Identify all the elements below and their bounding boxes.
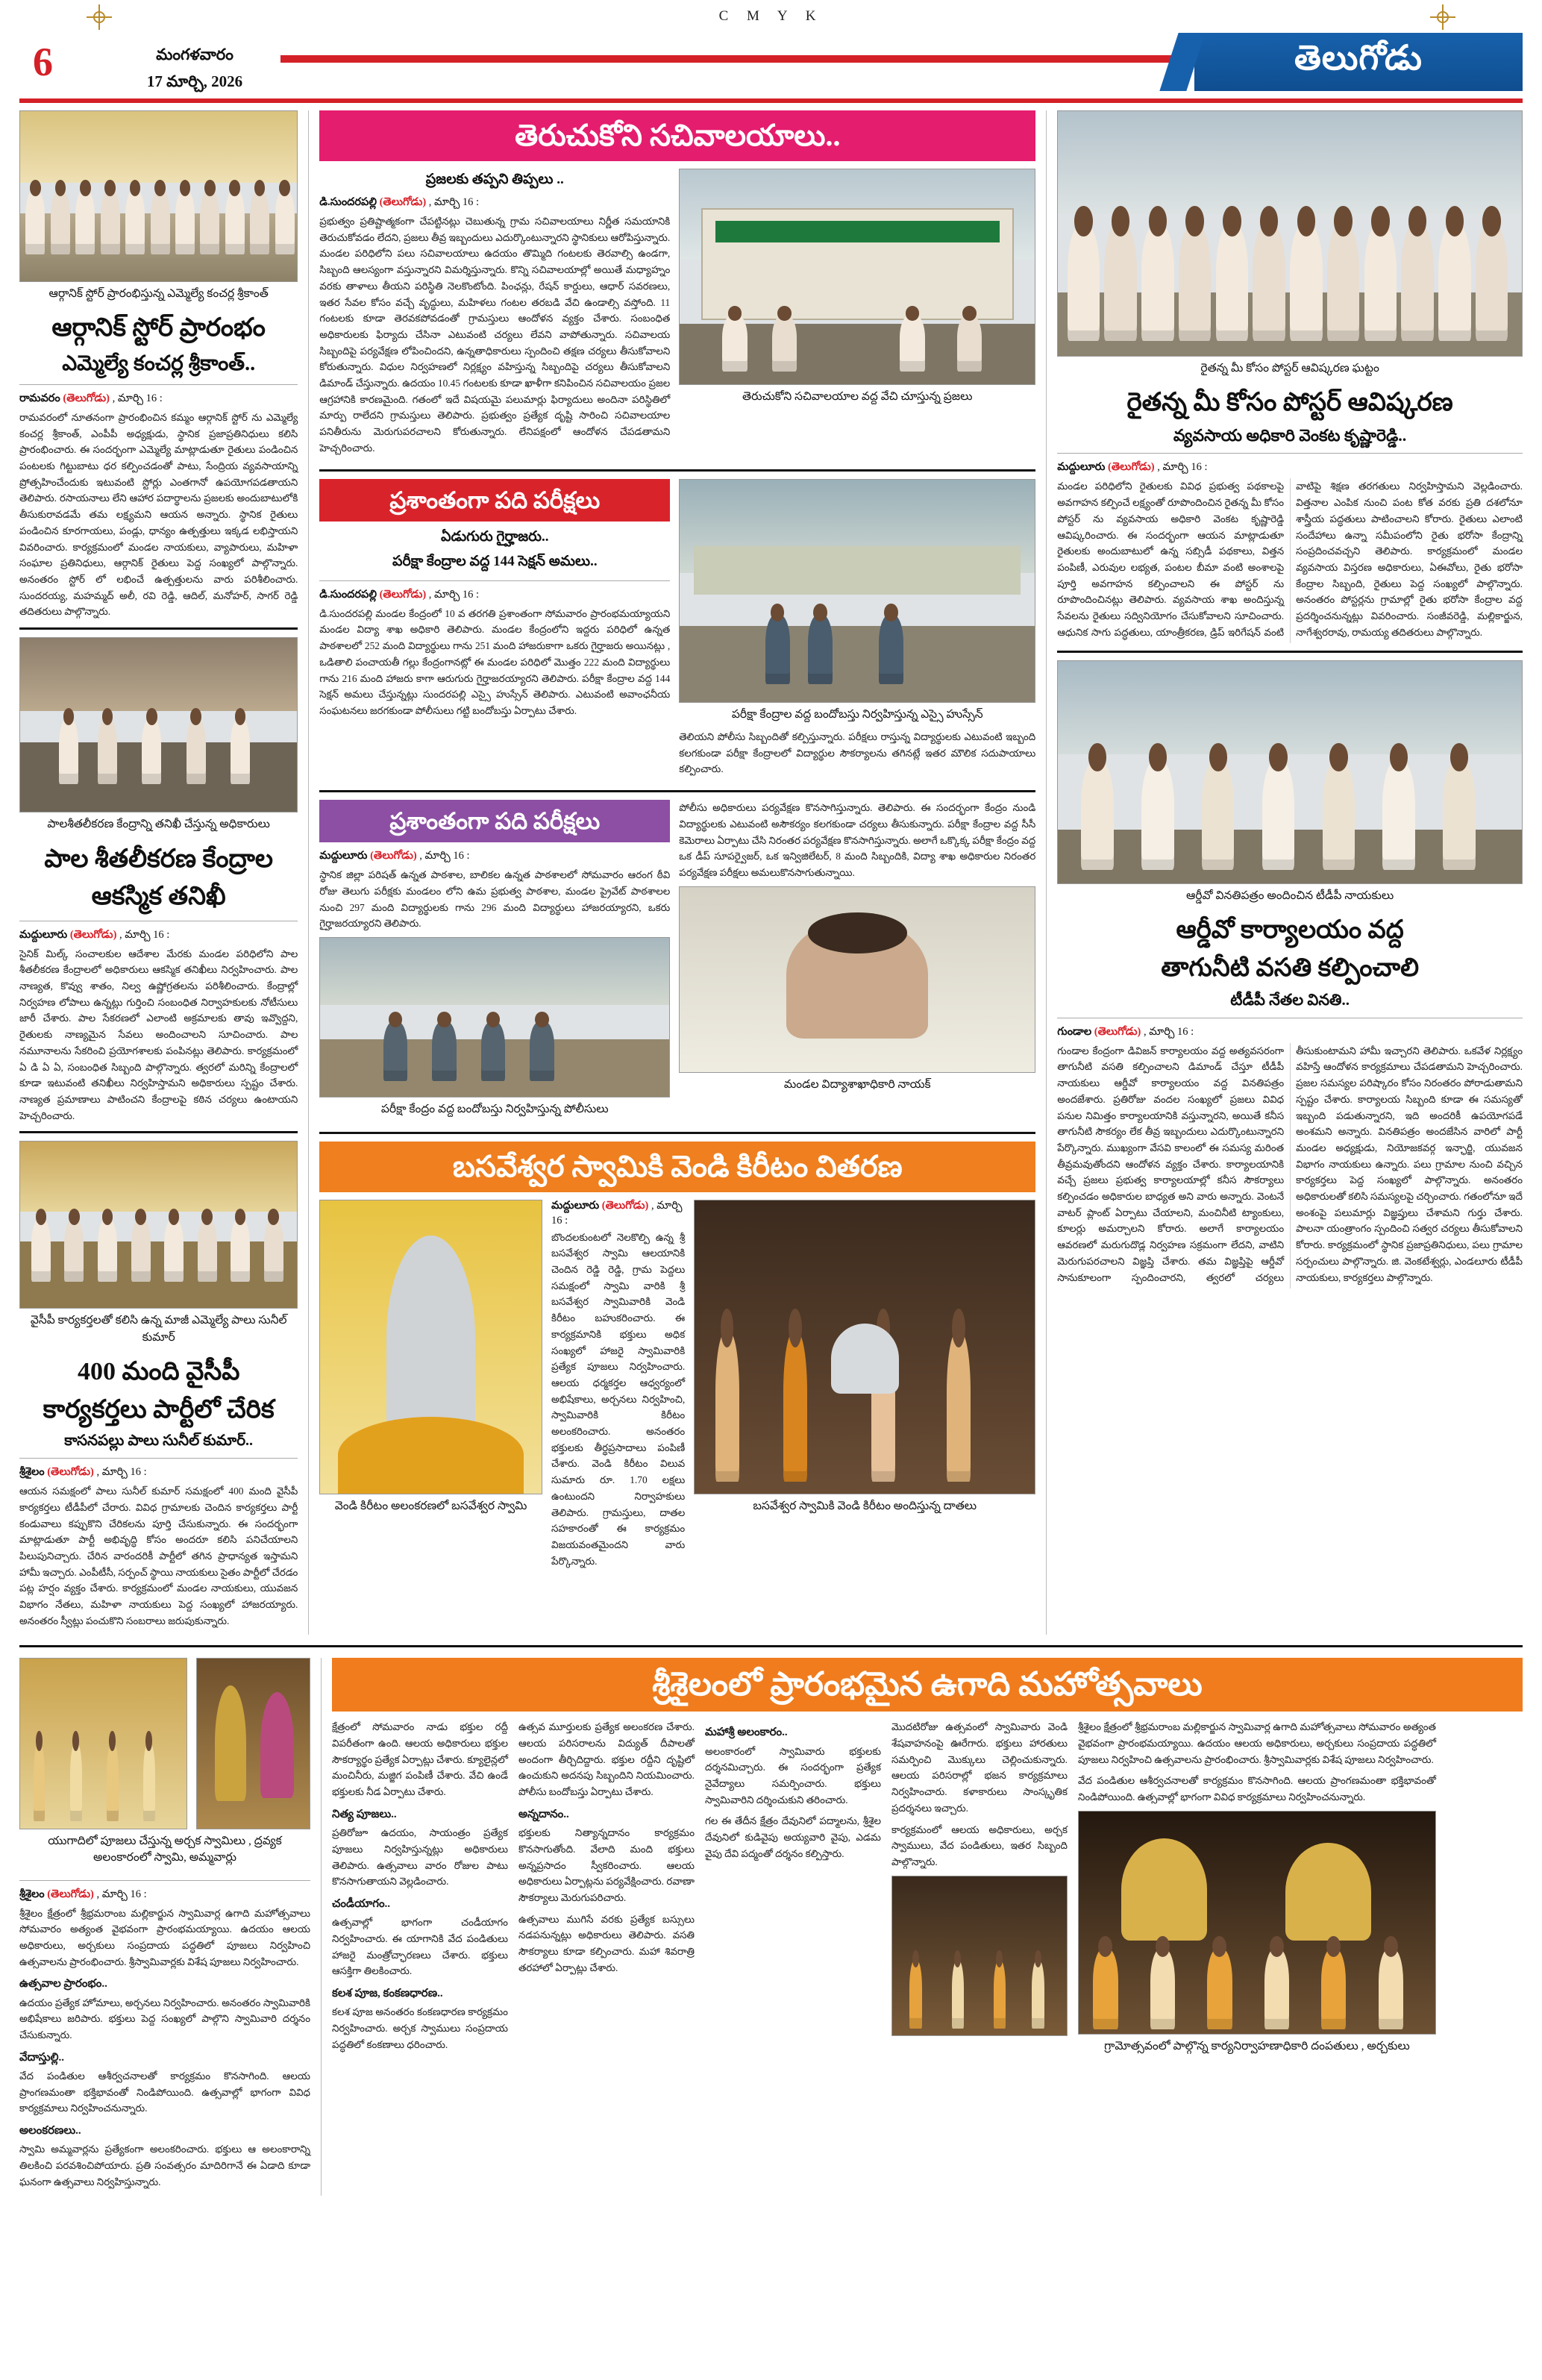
article-paragraph: శ్రీశైలం క్షేత్రంలో శ్రీభ్రమరాంబ మల్లికార్జున స్వామివార్ల ఉగాది మహోత్సవాలు సోమవారం అత్యంత వైభవంగా ప్రారంభమయ్యాయి. ఉదయం ఆలయ అధికారులు, అర్చకులు సంప్రదాయ పద్ధతిలో పూజలు నిర్వహించి ఉత్సవాలను ప్రారంభించారు. శ్రీస్వామివార్లకు విశేష పూజలు నిర్వహించారు. (19, 1907, 310, 1967)
dateline-rest: , మార్చి 16 : (1143, 1025, 1194, 1038)
article-paragraph: శ్రీశైలం క్షేత్రంలో శ్రీభ్రమరాంబ మల్లికార్జున స్వామివార్ల ఉగాది మహోత్సవాలు సోమవారం అత్యంత వైభవంగా ప్రారంభమయ్యాయి. ఉదయం ఆలయ అధికారులు, అర్చకులు సంప్రదాయ పద్ధతిలో పూజలు నిర్వహించి ఉత్సవాలను ప్రారంభించారు. శ్రీస్వామివార్లకు విశేష పూజలు నిర్వహించారు. (1077, 1721, 1436, 1765)
cmyk-indicator: C M Y K (718, 8, 824, 24)
article-body (705, 1723, 881, 1861)
dateline-place: డి.సుందరపల్లి (319, 588, 377, 601)
bottom-section (19, 1658, 1523, 2196)
article-paragraph: ఉత్సవాలు ముగిసే వరకు ప్రత్యేక బస్సులు నడపనున్నట్లు అధికారులు తెలిపారు. వసతి సౌకర్యాలు కూడా కల్పించారు. మహా శివరాత్రి తరహాలో ఏర్పాట్లు చేశారు. (518, 1913, 695, 1973)
photo-image-deities (196, 1658, 310, 1829)
photo-caption: ఆర్గానిక్ స్టోర్ ప్రారంభిస్తున్న ఎమ్మెల్యే కంచర్ల శ్రీకాంత్ (48, 287, 269, 300)
article-body (1057, 478, 1523, 643)
photo-rdo-petition (1057, 660, 1523, 910)
article-body (319, 867, 670, 932)
masthead-rule (280, 33, 1194, 91)
dateline-tag: (తెలుగోడు) (63, 392, 110, 404)
banner-basaveshwara: బసవేశ్వర స్వామికి వెండి కిరీటం వితరణ (319, 1142, 1035, 1192)
dateline (1057, 1026, 1523, 1041)
masthead-brand (1194, 33, 1523, 91)
dateline-place: మద్దులూరు (319, 850, 368, 862)
article-paragraph: మొదటిరోజు ఉత్సవంలో స్వామివారు వెండి శేషవాహనంపై ఊరేగారు. భక్తులు హారతులు సమర్పించి మొక్కులు చెల్లించుకున్నారు. ఆలయ పరిసరాల్లో భజన కార్యక్రమాలు నిర్వహించారు. కళాకారులు సాంస్కృతిక ప్రదర్శనలు ఇచ్చారు. (891, 1721, 1068, 1814)
dateline (319, 589, 670, 604)
dateline-place: రామవరం (19, 392, 60, 404)
article-body (518, 1719, 695, 1976)
article-body (319, 213, 670, 457)
dateline-tag: (తెలుగోడు) (370, 850, 417, 862)
photo-caption: మండల విద్యాశాఖాధికారి నాయక్ (783, 1077, 931, 1091)
photo-image-procession-left (891, 1876, 1068, 2036)
article-paragraph: కార్యక్రమంలో ఆలయ అధికారులు, అర్చక స్వాములు, వేద పండితులు, ఇతర సిబ్బంది పాల్గొన్నారు. (891, 1823, 1068, 1867)
photo-image (19, 1141, 298, 1309)
banner-exams-2: ప్రశాంతంగా పది పరీక్షలు (319, 800, 670, 842)
subheadline-organic-store: ఎమ్మెల్యే కంచర్ల శ్రీకాంత్.. (62, 351, 256, 375)
article-paragraph: ఉత్సవ మూర్తులకు ప్రత్యేక అలంకరణ చేశారు. ఆలయ పరిసరాలను విద్యుత్ దీపాలతో అందంగా తీర్చిదిద్దారు. భక్తుల రద్దీని దృష్టిలో ఉంచుకుని అదనపు సిబ్బందిని నియమించారు. పోలీసు బందోబస్తు ఏర్పాటు చేశారు. (518, 1721, 695, 1798)
article-paragraph: పోలీసు అధికారులు పర్యవేక్షణ కొనసాగిస్తున్నారు. తెలిపారు. ఈ సందర్భంగా కేంద్రం నుండి విద్యార్థులకు ఎటువంటి అసౌకర్యం కలగకుండా చర్యలు తీసుకున్నారు. పరీక్షా కేంద్రాల వద్ద సీసీ కెమెరాలు ఏర్పాటు చేసి నిరంతర పర్యవేక్షణ కొనసాగిస్తున్నారు. అలాగే ఒక్కొక్క పరీక్షా కేంద్రం వద్ద ఒక డీప్ సూపర్వైజర్, ఒక ఇన్విజిలేటర్, 8 మంది సిబ్బందికి, విద్యా శాఖ అధికారుల నిరంతర పర్యవేక్షణ పరీక్షలు అమలుకొనసాగుతున్నాయి. (679, 802, 1036, 878)
srisailam-col-2 (518, 1719, 695, 2061)
masthead-date (109, 33, 280, 91)
photo-poster-release (1057, 110, 1523, 383)
headline-rdo-2: తాగునీటి వసతి కల్పించాలి (1161, 953, 1420, 982)
dateline (319, 196, 670, 211)
brand-title: తెలుగోడు (1294, 38, 1423, 77)
dateline-rest: , మార్చి 16 : (428, 588, 480, 601)
article-body (332, 1719, 508, 2052)
registration-mark-left (87, 4, 112, 30)
photo-caption: గ్రామోత్సవంలో పాల్గొన్న కార్యనిర్వాహణాధికారి దంపతులు , అర్చకులు (1104, 2039, 1410, 2052)
bottom-left-photos (19, 1658, 310, 2196)
bottom-photo-pair (19, 1658, 310, 1829)
subheading: కలశ పూజ, కంకణధారణ.. (331, 1988, 443, 2000)
masthead-separator (19, 98, 1523, 103)
article-body (319, 606, 670, 719)
article-paragraph: భక్తులకు నిత్యాన్నదానం కార్యక్రమం కొనసాగుతోంది. వేలాది మంది భక్తులు అన్నప్రసాదం స్వీకరించారు. ఆలయ అధికారులు ఏర్పాట్లను పర్యవేక్షించారు. రవాణా సౌకర్యాలు మెరుగుపరిచారు. (518, 1827, 695, 1903)
srisailam-col-4 (891, 1719, 1068, 2061)
dateline (19, 929, 298, 944)
date-label: 17 మార్చి, 2026 (146, 72, 243, 90)
secretariat-article (319, 169, 1035, 462)
dateline-tag: (తెలుగోడు) (47, 1888, 94, 1900)
column-divider-2 (1046, 110, 1047, 1635)
article-paragraph: క్షేత్రంలో సోమవారం నాడు భక్తుల రద్దీ విపరీతంగా ఉంది. ఆలయ అధికారులు భక్తుల సౌకర్యార్థం ప్రత్యేక ఏర్పాట్లు చేశారు. క్యూలైన్లలో మంచినీరు, మజ్జిగ పంపిణీ చేశారు. వేచి ఉండే భక్తులకు నీడ ఏర్పాటు చేశారు. (331, 1721, 508, 1798)
photo-caption: వైసీపీ కార్యకర్తలతో కలిసి ఉన్న మాజీ ఎమ్మెల్యే పాలు సునీల్ కుమార్ (30, 1314, 287, 1344)
subheading: చండీయాగం.. (331, 1898, 391, 1910)
dateline-tag: (తెలుగోడు) (47, 1466, 94, 1479)
bottom-columns (19, 1658, 1523, 2196)
subheading: నిత్య పూజలు.. (331, 1808, 397, 1820)
article-paragraph: రామవరంలో నూతనంగా ప్రారంభించిన కమ్మం ఆర్గానిక్ స్టోర్ ను ఎమ్మెల్యే కంచర్ల శ్రీకాంత్, ఎంపీపీ అధ్యక్షుడు, స్థానిక ప్రజాప్రతినిధులు కలిసి ప్రారంభించారు. ఈ సందర్భంగా ఎమ్మెల్యే మాట్లాడుతూ రైతులు పండించిన పంటలకు గిట్టుబాటు ధర కల్పించడంతో పాటు, సేంద్రియ వ్యవసాయాన్ని ప్రోత్సహించేందుకు ఇటువంటి స్టోర్లు ఎంతగానో ఉపయోగపడతాయని తెలిపారు. రసాయనాలు లేని ఆహార పదార్థాలను ప్రజలకు అందుబాటులోకి తీసుకురావడమే తమ లక్ష్యమని ఆయన అన్నారు. స్థానిక రైతులు పండించిన కూరగాయలు, పండ్లు, ధాన్యం ఉత్పత్తులు ఇక్కడ లభిస్తాయని వివరించారు. కార్యక్రమంలో మండల నాయకులు, వ్యాపారులు, మహిళా సంఘాల ప్రతినిధులు, ఆర్గానిక్ రైతులు పెద్ద సంఖ్యలో పాల్గొన్నారు. అనంతరం స్టోర్ లో లభించే ఉత్పత్తులను వారు పరిశీలించారు. సుందరయ్య, మహమ్మద్ అలీ, రవి రెడ్డి, ఆదిల్, మనోహర్, సాగర్ రెడ్డి తదితరులు పాల్గొన్నారు. (19, 411, 298, 618)
article-paragraph: తెలియని పోలీసు సిబ్బందితో కల్పిస్తున్నారు. పరీక్షలు రాస్తున్న విద్యార్థులకు ఎటువంటి ఇబ్బంది కలగకుండా పరీక్షా కేంద్రాలలో విద్యార్థుల సౌకర్యాలను తగినట్లే ఇతర మౌలిక సదుపాయాలు కల్పించారు. (679, 731, 1036, 775)
article-body (1057, 1043, 1523, 1288)
basaveshwara-article (319, 1200, 1035, 1575)
srisailam-col-5 (1078, 1719, 1436, 2061)
banner-exams: ప్రశాంతంగా పది పరీక్షలు (319, 479, 670, 522)
subheading: మహాశ్రీ అలంకారం.. (704, 1726, 788, 1739)
photo-image-secretariat (679, 169, 1035, 385)
article-body (19, 946, 298, 1124)
photo-caption: పరీక్షా కేంద్రాల వద్ద బందోబస్తు నిర్వహిస్తున్న ఎస్సై హుస్సేన్ (731, 707, 983, 721)
photo-caption: పరీక్షా కేంద్రం వద్ద బందోబస్తు నిర్వహిస్తున్న పోలీసులు (380, 1103, 609, 1116)
photo-caption: ఆర్డీవో వినతిపత్రం అందించిన టీడీపీ నాయకులు (1186, 889, 1394, 902)
dateline (319, 850, 670, 865)
dateline-rest: , మార్చి 16 : (119, 928, 170, 941)
photo-caption: పాలశీతలీకరణ కేంద్రాన్ని తనిఖీ చేస్తున్న అధికారులు (47, 818, 270, 831)
registration-mark-right (1430, 4, 1455, 30)
headline-milk-centers-2: ఆకస్మిక తనిఖీ (91, 883, 226, 911)
article-paragraph: ఆయన సమక్షంలో పాలు సునీల్ కుమార్ సమక్షంలో 400 మంది వైసీపీ కార్యకర్తలు టీడీపీలో చేరారు. వివిధ గ్రామాలకు చెందిన కార్యకర్తలు పార్టీ కండువాలు కప్పుకొని చేరికలను పూర్తి చేసుకున్నారు. ఈ సందర్భంగా మాట్లాడుతూ పార్టీ అభివృద్ధి కోసం అందరూ కలిసి పనిచేయాలని పిలుపునిచ్చారు. చేరిన వారందరికీ పార్టీలో తగిన ప్రాధాన్యత ఇస్తామని హామీ ఇచ్చారు. ఎంపీటీసీ, సర్పంచ్ స్థాయి నాయకులు సైతం పార్టీలో చేరడం పట్ల హర్షం వ్యక్తం చేశారు. కార్యక్రమంలో మండల నాయకులు, యువజన విభాగం నేతలు, మహిళా నాయకులు పెద్ద సంఖ్యలో హాజరయ్యారు. అనంతరం స్వీట్లు పంచుకొని సంబరాలు జరుపుకున్నారు. (19, 1485, 298, 1626)
exams-text (319, 479, 670, 783)
dateline (19, 1466, 298, 1481)
photo-image (19, 637, 298, 812)
photo-image-officer (679, 886, 1035, 1073)
photo-image-procession (1078, 1811, 1436, 2035)
dateline (1057, 461, 1523, 476)
photo-image-crown-deity (319, 1200, 542, 1494)
article-paragraph: డి.సుందరపల్లి మండల కేంద్రంలో 10 వ తరగతి ప్రశాంతంగా సోమవారం ప్రారంభమయ్యాయని మండల విద్యా శాఖ అధికారి తెలిపారు. మండల కేంద్రంలోని ఇద్దరు పరిధిలో ఉన్నత పాఠశాలలో 252 మంది విద్యార్థులు గాను 251 మంది హాజరుకాగా ఒకరు గైర్హాజరు అయినట్లు , ఒడితాలి పంచాయతీ గల్లు కేంద్రంగానట్లో ఈ మండల పరిధిలో మొత్తం 222 మంది విద్యార్థులు గాను 216 మంది హాజరు కాగా ఆరుగురు గైర్హాజరయ్యారని తెలిపారు. పరీక్షా కేంద్రాల వద్ద 144 సెక్షన్ అమలు చేస్తున్నట్లు సుందరపల్లి ఎస్సై హుస్సేన్ తెలిపారు. ఎటువంటి అవాంఛనీయ సంఘటనలు జరగకుండా పోలీసులు గట్టి బందోబస్తు ఏర్పాటు చేశారు. (319, 607, 671, 716)
photo-image-puja (19, 1658, 187, 1829)
dateline-tag: (తెలుగోడు) (1108, 461, 1155, 474)
dateline-place: మద్దులూరు (19, 928, 68, 941)
article-body (891, 1719, 1068, 1870)
exams2-side (679, 800, 1035, 1124)
srisailam-col-1 (332, 1719, 508, 2061)
bottom-right (332, 1658, 1523, 2061)
dateline-tag: (తెలుగోడు) (379, 196, 427, 208)
headline-milk-centers: పాల శీతలీకరణ కేంద్రాల (44, 845, 273, 873)
banner-secretariats: తెరుచుకోని సచివాలయాలు.. (319, 110, 1035, 161)
basaveshwara-text (551, 1200, 685, 1575)
article-body (19, 1483, 298, 1629)
dateline-place: శ్రీశైలం (19, 1466, 45, 1479)
banner-srisailam: శ్రీశైలంలో ప్రారంభమైన ఉగాది మహోత్సవాలు (332, 1658, 1523, 1712)
article-paragraph: బొందలకుంటలో నెలకొల్పి ఉన్న శ్రీ బసవేశ్వర స్వామి ఆలయానికి చెందిన రెడ్డి రెడ్డి, గ్రామ పెద్దలు సమక్షంలో స్వామి వారికి శ్రీ బసవేశ్వర స్వామివారికి వెండి కిరీటం బహుకరించారు. ఈ కార్యక్రమానికి భక్తులు అధిక సంఖ్యలో హాజరై స్వామివారికి ప్రత్యేక పూజలు నిర్వహించారు. ఆలయ ధర్మకర్తల ఆధ్వర్యంలో అభిషేకాలు, అర్చనలు నిర్వహించి, స్వామివారికి కిరీటం అలంకరించారు. అనంతరం భక్తులకు తీర్థప్రసాదాలు పంపిణీ చేశారు. వెండి కిరీటం విలువ సుమారు రూ. 1.70 లక్షలు ఉంటుందని నిర్వాహకులు తెలిపారు. గ్రామస్తులు, దాతల సహకారంతో ఈ కార్యక్రమం విజయవంతమైందని వారు పేర్కొన్నారు. (551, 1231, 686, 1567)
article-body (19, 410, 298, 620)
masthead (19, 33, 1523, 91)
article-paragraph: సైనిక్ మిల్క్ సంచాలకుల ఆదేశాల మేరకు మండల పరిధిలోని పాల శీతలీకరణ కేంద్రాలలో అధికారులు ఆకస్మిక తనిఖీలు నిర్వహించారు. పాల నాణ్యత, కొవ్వు శాతం, నిల్వ ఉష్ణోగ్రతలను పరిశీలించారు. కేంద్రాల్లో నిర్వహణ లోపాలు ఉన్నట్లు గుర్తించి సంబంధిత నిర్వాహకులకు నోటీసులు జారీ చేశారు. పాల సేకరణలో ఎలాంటి అక్రమాలకు తావు ఇవ్వొద్దని, రైతులకు నాణ్యమైన సేవలు అందించాలని సూచించారు. పాల నమూనాలను సేకరించి ప్రయోగశాలకు పంపినట్లు తెలిపారు. కార్యక్రమంలో ఏ డి ఏ ఏ, సంబంధిత సిబ్బంది పాల్గొన్నారు. త్వరలో మరిన్ని కేంద్రాలలో కూడా ఇటువంటి తనిఖీలు నిర్వహిస్తామని అధికారులు స్పష్టం చేశారు. నాణ్యత ప్రమాణాలు పాటించని కేంద్రాలపై కఠిన చర్యలు ఉంటాయని హెచ్చరించారు. (19, 948, 298, 1121)
article-body (19, 1905, 310, 2190)
exams2-text (319, 800, 670, 1124)
dateline-tag: (తెలుగోడు) (1094, 1025, 1141, 1038)
headline-rdo: ఆర్డీవో కార్యాలయం వద్ద (1176, 916, 1404, 945)
photo-caption: యుగాదిలో పూజలు చేస్తున్న అర్చక స్వామిలు , ద్రవ్యక అలంకారంలో స్వామి, అమ్మవార్లు (48, 1834, 282, 1864)
article-paragraph: ఉత్సవాల్లో భాగంగా చండీయాగం నిర్వహించారు. ఈ యాగానికి వేద పండితులు హాజరై మంత్రోచ్ఛారణలు చేశారు. భక్తులు ఆసక్తిగా తిలకించారు. (331, 1917, 508, 1977)
photo-ycp-workers (19, 1141, 298, 1352)
photo-milk-chilling (19, 637, 298, 839)
secretariat-text (319, 169, 670, 462)
dateline (19, 1888, 310, 1903)
subheading: వేదాస్తుల్లి.. (19, 2051, 65, 2064)
dateline-tag: (తెలుగోడు) (601, 1199, 649, 1212)
dateline-place: శ్రీశైలం (19, 1888, 45, 1900)
article-paragraph: ఉదయం ప్రత్యేక హోమాలు, అర్చనలు నిర్వహించారు. అనంతరం స్వామివారికి అభిషేకాలు జరిపారు. భక్తులు పెద్ద సంఖ్యలో పాల్గొని స్వామివారి దర్శనం చేసుకున్నారు. (19, 1997, 310, 2041)
headline-rdo-3: టీడీపీ నేతల వినతి.. (1230, 991, 1350, 1009)
main-columns (19, 110, 1523, 1635)
photo-caption: తెరుచుకోని సచివాలయాల వద్ద వేచి చూస్తున్న ప్రజలు (742, 390, 973, 403)
photo-image (1057, 660, 1523, 884)
photo-caption: బసవేశ్వర స్వామికి వెండి కిరీటం అందిస్తున్న దాతలు (753, 1499, 977, 1512)
column-1 (19, 110, 298, 1635)
basaveshwara-photo-2 (694, 1200, 1035, 1575)
srisailam-col-3 (705, 1719, 881, 2061)
article-paragraph: గల ఈ తేదీన క్షేత్రం దేవునిలో పద్మాలను, శ్రీశైల దేవునిలో కుడివైపు అయ్యవారి వైపు, ఎడమ వైపు దేవి పద్మంతో దర్శనం కల్పిస్తారు. (704, 1815, 881, 1859)
article-body (679, 800, 1035, 881)
subheading-2: పరీక్షా కేంద్రాల వద్ద 144 సెక్షన్ అమలు.. (392, 553, 598, 569)
srisailam-columns (332, 1719, 1523, 2061)
photo-image (1057, 110, 1523, 357)
article-body (551, 1230, 685, 1570)
headline-organic-store: ఆర్గానిక్ స్టోర్ ప్రారంభం (51, 314, 266, 342)
article-paragraph: వేద పండితుల ఆశీర్వచనాలతో కార్యక్రమం కొనసాగింది. ఆలయ ప్రాంగణమంతా భక్తిభావంతో నిండిపోయింది. ఉత్సవాల్లో భాగంగా వివిధ కార్యక్రమాలు నిర్వహించనున్నారు. (1077, 1775, 1436, 1803)
photo-organic-store (19, 110, 298, 308)
photo-image (19, 110, 298, 282)
article-paragraph: స్థానిక జిల్లా పరిషత్ ఉన్నత పాఠశాల, బాలికల ఉన్నత పాఠశాలలో సోమవారం ఆరంగ ఠీవి రోజు తెలుగు పరీక్షకు మండలం లోని ఉమ ప్రభుత్వ పాఠశాల, మండల ప్రైవేట్ పాఠశాలల నుంచి 297 మంది విద్యార్థులకు గాను 296 మంది విద్యార్థులు హాజరయ్యారని, ఒకరు గైర్హాజరయ్యారని తెలిపారు. (319, 869, 671, 930)
subheading: అలంకరణలు.. (19, 2125, 81, 2138)
dateline-tag: (తెలుగోడు) (379, 588, 427, 601)
subheading: ఉత్సవాల ప్రారంభం.. (19, 1978, 107, 1991)
photo-image-crown-handover (694, 1200, 1035, 1494)
dateline-rest: , మార్చి 16 : (419, 850, 470, 862)
basaveshwara-photo-1 (319, 1200, 542, 1575)
article-paragraph: ప్రతిరోజూ ఉదయం, సాయంత్రం ప్రత్యేక పూజలు నిర్వహిస్తున్నట్లు అధికారులు తెలిపారు. ఉత్సవాలు వారం రోజుల పాటు కొనసాగుతాయని వెల్లడించారు. (331, 1827, 508, 1888)
dateline-rest: , మార్చి 16 : (428, 196, 480, 208)
photo-image-police (319, 937, 670, 1097)
dateline-place: గుండాల (1057, 1025, 1092, 1038)
article-body (679, 729, 1035, 777)
headline-poster-2: వ్యవసాయ అధికారి వెంకట కృష్ణారెడ్డి.. (1173, 425, 1407, 445)
photo-caption: వెండి కిరీటం అలంకరణలో బసవేశ్వర స్వామి (334, 1499, 527, 1512)
dateline-place: డి.సుందరపల్లి (319, 196, 377, 208)
headline-ycp-2: కార్యకర్తలు పార్టీలో చేరిక (43, 1395, 275, 1424)
page-number: 6 (33, 40, 53, 84)
dateline-place: మద్దులూరు (1057, 461, 1106, 474)
subheading: ప్రజలకు తప్పని తిప్పలు .. (425, 172, 564, 187)
subheading: అన్నదానం.. (518, 1808, 569, 1820)
secretariat-photo-block (679, 169, 1035, 462)
headline-ycp-3: కాసనపల్లు పాలు సునీల్ కుమార్.. (64, 1432, 254, 1450)
dateline-rest: , మార్చి 16 : (96, 1466, 147, 1479)
dateline-rest: , మార్చి 16 : (551, 1199, 683, 1227)
dateline-tag: (తెలుగోడు) (69, 928, 117, 941)
dateline-rest: , మార్చి 16 : (96, 1888, 147, 1900)
dateline (551, 1200, 685, 1227)
weekday-label: మంగళవారం (156, 46, 234, 63)
article-paragraph: కలశ పూజ అనంతరం కంకణధారణ కార్యక్రమం నిర్వహించారు. అర్చక స్వాములు సంప్రదాయ పద్ధతిలో కంకణాలు ధరించారు. (331, 2006, 508, 2050)
dateline-rest: , మార్చి 16 : (1157, 461, 1208, 474)
photo-caption: రైతన్న మీ కోసం పోస్టర్ ఆవిష్కరణ ఘట్టం (1200, 362, 1379, 375)
dateline (19, 392, 298, 407)
article-paragraph: అలంకారంలో స్వామివారు భక్తులకు దర్శనమిచ్చారు. ఈ సందర్భంగా ప్రత్యేక నైవేద్యాలు సమర్పించారు. భక్తులు స్వామివారిని దర్శించుకుని తరించారు. (704, 1745, 881, 1806)
article-paragraph: గుండాల కేంద్రంగా డివిజన్ కార్యాలయం వద్ద అత్యవసరంగా తాగునీటి వసతి కల్పించాలని డిమాండ్ చేస్తూ టీడీపీ నాయకులు ఆర్డీవో కార్యాలయం వద్ద వినతిపత్రం అందజేశారు. ప్రతిరోజు వందల సంఖ్యలో ప్రజలు వివిధ పనుల నిమిత్తం కార్యాలయానికి వస్తున్నారని, అయితే కనీస తాగునీటి సౌకర్యం లేక తీవ్ర ఇబ్బందులు ఎదుర్కొంటున్నారని పేర్కొన్నారు. ముఖ్యంగా వేసవి కాలంలో ఈ సమస్య మరింత తీవ్రమవుతోందని ఆందోళన వ్యక్తం చేశారు. కార్యాలయానికి వచ్చే ప్రజలు ప్రభుత్వ కార్యాలయాల్లో కనీస సౌకర్యాలు కల్పించడం అధికారుల బాధ్యత అని వారు అన్నారు. వెంటనే వాటర్ ప్లాంట్ ఏర్పాటు చేయాలని, మంచినీటి ట్యాంకులు, కూలర్లు అమర్చాలని కోరారు. అలాగే కార్యాలయం ఆవరణలో మరుగుదొడ్ల నిర్వహణ సక్రమంగా లేదని, వాటిని మెరుగుపరచాలని విజ్ఞప్తి చేశారు. తమ విజ్ఞప్తిపై ఆర్డీవో సానుకూలంగా స్పందించారని, త్వరలో చర్యలు తీసుకుంటామని హామీ ఇచ్చారని తెలిపారు. ఒకవేళ నిర్లక్ష్యం వహిస్తే ఆందోళన కార్యక్రమాలు చేపడతామని హెచ్చరించారు. ప్రజల సమస్యల పరిష్కారం కోసం నిరంతరం పోరాడుతామని స్పష్టం చేశారు. కార్యాలయ సిబ్బంది కూడా ఈ సమస్యతో ఇబ్బంది పడుతున్నారని, ఇది అందరికీ ఉపయోగపడే అంశమని అన్నారు. వినతిపత్రం అందజేసిన వారిలో పార్టీ మండల అధ్యక్షుడు, నియోజకవర్గ ఇన్ఛార్జి, యువజన విభాగం నాయకులు ఉన్నారు. పలు గ్రామాల నుంచి వచ్చిన కార్యకర్తలు పెద్ద సంఖ్యలో పాల్గొన్నారు. అనంతరం అధికారులతో కలిసి సమస్యలపై చర్చించారు. గతంలోనూ ఇదే అంశంపై పలుమార్లు విజ్ఞప్తులు చేశామని గుర్తు చేశారు. పాలనా యంత్రాంగం స్పందించి సత్వర చర్యలు తీసుకోవాలని కోరారు. కార్యక్రమంలో స్థానిక ప్రజాప్రతినిధులు, పలు గ్రామాల సర్పంచులు పాల్గొన్నారు. జి. వెంకటేశ్వర్లు, ఎండలూరు టీడీపీ నాయకులు, కార్యకర్తలు పాల్గొన్నారు. (1057, 1045, 1523, 1283)
subheading: ఏడుగురు గైర్హాజరు.. (441, 528, 549, 545)
headline-poster: రైతన్న మీ కోసం పోస్టర్ ఆవిష్కరణ (1126, 389, 1453, 417)
article-paragraph: స్వామి అమ్మవార్లను ప్రత్యేకంగా అలంకరించారు. భక్తులు ఆ అలంకారాన్ని తిలకించి పరవశించిపోయారు. ప్రతి సంవత్సరం మాదిరిగానే ఈ ఏడాది కూడా ఘనంగా ఉత్సవాలు నిర్వహిస్తున్నారు. (19, 2143, 310, 2188)
headline-ycp: 400 మంది వైసీపీ (77, 1358, 240, 1386)
exams-photo-block (679, 479, 1035, 783)
article-body (1078, 1719, 1436, 1806)
article-paragraph: ప్రభుత్వం ప్రతిష్టాత్మకంగా చేపట్టినట్లు చెబుతున్న గ్రామ సచివాలయాలు నిర్ణీత సమయానికి తెరుచుకోవడం లేదని, ప్రజలు తీవ్ర ఇబ్బందులు ఎదుర్కొంటున్నారని స్థానికులు ఆరోపిస్తున్నారు. మండల పరిధిలోని పలు సచివాలయాలు ఉదయం తొమ్మిది గంటలకు తెరవాల్సి ఉండగా, సిబ్బంది ఆలస్యంగా వస్తున్నారని విమర్శిస్తున్నారు. కొన్ని సచివాలయాల్లో అయితే మధ్యాహ్నం వరకు తాళాలు తీయని పరిస్థితి నెలకొంటోంది. పింఛన్లు, రేషన్ కార్డులు, ఆధార్ సవరణలు, ఇతర సేవల కోసం వచ్చే వృద్ధులు, మహిళలు గంటల తరబడి వేచి ఉండాల్సి వస్తోంది. 11 గంటలకు కూడా తెరవకపోవడంతో గ్రామస్తులు ఆందోళన వ్యక్తం చేశారు. సంబంధిత అధికారులకు ఫిర్యాదు చేసినా ఎటువంటి చర్యలు లేవని వాపోతున్నారు. సచివాలయ సిబ్బందిపై పర్యవేక్షణ లోపించిందని, ఉన్నతాధికారులు స్పందించి తక్షణ చర్యలు తీసుకోవాలని కోరుతున్నారు. విధుల నిర్వహణలో నిర్లక్ష్యం వహిస్తున్న సిబ్బందిపై చర్యలు తీసుకోవాలని డిమాండ్ చేస్తున్నారు. ఉదయం 10.45 గంటలకు కూడా ఖాళీగా కనిపించిన సచివాలయం ప్రజల ఆగ్రహానికి కారణమైంది. గతంలో ఇదే విషయమై పలుమార్లు ఫిర్యాదులు అందినా పరిస్థితిలో మార్పు రాలేదని గ్రామస్తులు తెలిపారు. ప్రభుత్వం ప్రత్యేక దృష్టి సారించి సచివాలయాల పనితీరును మెరుగుపరచాలని కోరుతున్నారు. లేనిపక్షంలో ఆందోళన చేపడతామని హెచ్చరించారు. (319, 216, 671, 454)
exams-article-2 (319, 800, 1035, 1124)
registration-bar (19, 0, 1523, 33)
column-4 (1057, 110, 1523, 1288)
dateline-place: మద్దులూరు (551, 1199, 600, 1212)
article-paragraph: మండల పరిధిలోని రైతులకు వివిధ ప్రభుత్వ పథకాలపై అవగాహన కల్పించే లక్ష్యంతో రూపొందించిన రైతన్న మీ కోసం పోస్టర్ ను వ్యవసాయ అధికారి వెంకట కృష్ణారెడ్డి ఆవిష్కరించారు. ఈ సందర్భంగా ఆయన మాట్లాడుతూ రైతులకు అందుబాటులో ఉన్న సబ్సిడీ పథకాలు, విత్తన పంపిణీ, ఎరువుల లభ్యత, పంటల బీమా వంటి అంశాలపై పూర్తి అవగాహన కల్పించాలని ఈ పోస్టర్ ను రూపొందించినట్లు తెలిపారు. వ్యవసాయ శాఖ అందిస్తున్న సేవలను రైతులు సద్వినియోగం చేసుకోవాలని సూచించారు. ఆధునిక సాగు పద్ధతులు, యాంత్రీకరణ, డ్రిప్ ఇరిగేషన్ వంటి వాటిపై శిక్షణ తరగతులు నిర్వహిస్తామని వెల్లడించారు. విత్తనాల ఎంపిక నుంచి పంట కోత వరకు ప్రతి దశలోనూ శాస్త్రీయ పద్ధతులు పాటించాలని కోరారు. రైతులు ఎలాంటి సందేహాలు ఉన్నా సమీపంలోని రైతు భరోసా కేంద్రాన్ని సంప్రదించవచ్చని తెలిపారు. కార్యక్రమంలో మండల వ్యవసాయ విస్తరణ అధికారులు, ఏఈవోలు, రైతు భరోసా కేంద్రాల సిబ్బంది, రైతులు పెద్ద సంఖ్యలో పాల్గొన్నారు. అనంతరం పోస్టర్లను గ్రామాల్లో రైతు భరోసా కేంద్రాల వద్ద ప్రదర్శించనున్నట్లు వివరించారు. సంజీవరెడ్డి, మల్లికార్జున, నాగేశ్వరరావు, రామయ్య తదితరులు పాల్గొన్నారు. (1057, 480, 1523, 638)
article-paragraph: వేద పండితుల ఆశీర్వచనాలతో కార్యక్రమం కొనసాగింది. ఆలయ ప్రాంగణమంతా భక్తిభావంతో నిండిపోయింది. ఉత్సవాల్లో భాగంగా వివిధ కార్యక్రమాలు నిర్వహించనున్నారు. (19, 2070, 310, 2114)
bottom-divider (321, 1658, 322, 2196)
column-center (319, 110, 1035, 1574)
exams-article (319, 479, 1035, 783)
dateline-rest: , మార్చి 16 : (112, 392, 163, 404)
photo-image-exam-center (679, 479, 1035, 703)
column-divider (308, 110, 309, 1635)
